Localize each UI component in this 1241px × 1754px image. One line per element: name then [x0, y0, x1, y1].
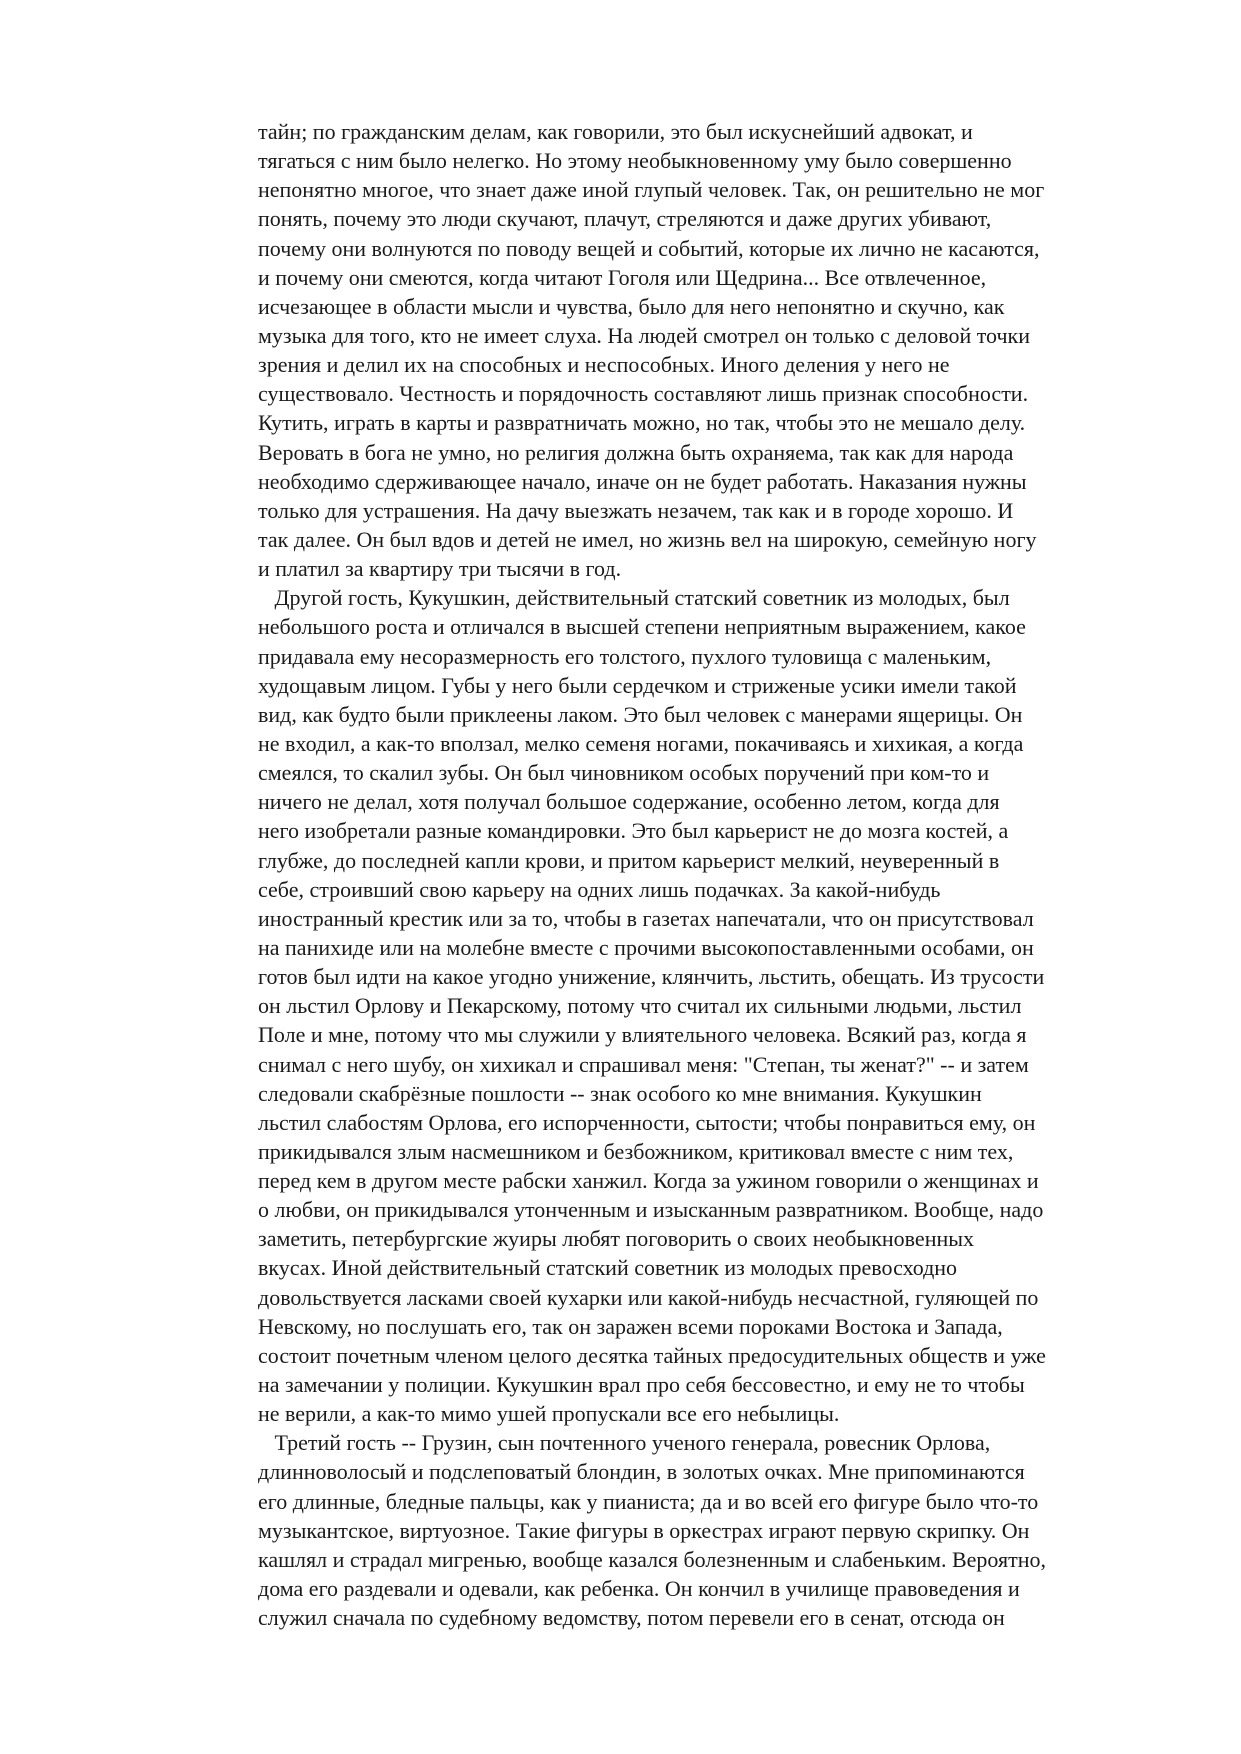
text-line: длинноволосый и подслеповатый блондин, в золотых очках. Мне припоминаются [258, 1459, 1025, 1485]
text-line: Кутить, играть в карты и развратничать можно, но так, чтобы это не мешало делу. [258, 410, 1026, 436]
text-line: придавала ему несоразмерность его толстого, пухлого туловища с маленьким, [258, 643, 992, 669]
text-line: так далее. Он был вдов и детей не имел, но жизнь вел на широкую, семейную ногу [258, 526, 1037, 552]
text-line: понять, почему это люди скучают, плачут, стреляются и даже других убивают, [258, 206, 992, 232]
text-line: Веровать в бога не умно, но религия должна быть охраняема, так как для народа [258, 439, 1014, 465]
text-line: прикидывался злым насмешником и безбожником, критиковал вместе с ним тех, [258, 1138, 1014, 1164]
text-line: него изобретали разные командировки. Это был карьерист не до мозга костей, а [258, 818, 1009, 844]
text-line: непонятно многое, что знает даже иной глупый человек. Так, он решительно не мог [258, 177, 1045, 203]
text-line: тайн; по гражданским делам, как говорили, это был искуснейший адвокат, и [258, 119, 973, 144]
text-line: он льстил Орлову и Пекарскому, потому что считал их сильными людьми, льстил [258, 993, 1022, 1019]
text-line: худощавым лицом. Губы у него были сердечком и стриженые усики имели такой [258, 672, 1017, 698]
text-line: Поле и мне, потому что мы служили у влиятельного человека. Всякий раз, когда я [258, 1022, 1027, 1048]
text-line: себе, строивший свою карьеру на одних лишь подачках. За какой-нибудь [258, 876, 941, 902]
text-line: вид, как будто были приклеены лаком. Это был человек с манерами ящерицы. Он [258, 701, 1023, 727]
text-line: готов был идти на какое угодно унижение, клянчить, льстить, обещать. Из трусости [258, 964, 1045, 990]
text-line: снимал с него шубу, он хихикал и спрашивал меня: "Степан, ты женат?" -- и затем [258, 1051, 1029, 1077]
text-line: не входил, а как-то вползал, мелко семеня ногами, покачиваясь и хихикая, а когда [258, 730, 1024, 756]
text-line: Другой гость, Кукушкин, действительный статский советник из молодых, был [258, 585, 1010, 611]
text-line: и платил за квартиру три тысячи в год. [258, 556, 622, 582]
text-line: кашлял и страдал мигренью, вообще казался болезненным и слабеньким. Вероятно, [258, 1546, 1047, 1572]
text-line: не верили, а как-то мимо ушей пропускали все его небылицы. [258, 1401, 840, 1427]
text-line: ничего не делал, хотя получал большое содержание, особенно летом, когда для [258, 789, 1000, 815]
text-line: музыка для того, кто не имеет слуха. На людей смотрел он только с деловой точки [258, 322, 1031, 348]
text-line: существовало. Честность и порядочность составляют лишь признак способности. [258, 381, 1029, 407]
text-line: Третий гость -- Грузин, сын почтенного ученого генерала, ровесник Орлова, [258, 1430, 991, 1456]
text-line: только для устрашения. На дачу выезжать незачем, так как и в городе хорошо. И [258, 497, 1014, 523]
text-line: дома его раздевали и одевали, как ребенка. Он кончил в училище правоведения и [258, 1576, 1020, 1602]
text-line: музыкантское, виртуозное. Такие фигуры в оркестрах играют первую скрипку. Он [258, 1517, 1030, 1543]
text-line: вкусах. Иной действительный статский советник из молодых превосходно [258, 1255, 958, 1281]
text-line: Невскому, но послушать его, так он заражен всеми пороками Востока и Запада, [258, 1313, 1003, 1339]
text-line: небольшого роста и отличался в высшей степени неприятным выражением, какое [258, 614, 1026, 640]
text-line: перед кем в другом месте рабски ханжил. Когда за ужином говорили о женщинах и [258, 1168, 1039, 1194]
text-line: иностранный крестик или за то, чтобы в газетах напечатали, что он присутствовал [258, 905, 1034, 931]
text-line: на панихиде или на молебне вместе с прочими высокопоставленными особами, он [258, 934, 1034, 960]
text-line: исчезающее в области мысли и чувства, было для него непонятно и скучно, как [258, 293, 1005, 319]
text-line: служил сначала по судебному ведомству, потом перевели его в сенат, отсюда он [258, 1605, 1005, 1631]
text-line: льстил слабостям Орлова, его испорченности, сытости; чтобы понравиться ему, он [258, 1109, 1036, 1135]
text-line: на замечании у полиции. Кукушкин врал про себя бессовестно, и ему не то чтобы [258, 1372, 1025, 1398]
text-line: зрения и делил их на способных и неспособных. Иного деления у него не [258, 352, 950, 378]
text-line: следовали скабрёзные пошлости -- знак особого ко мне внимания. Кукушкин [258, 1080, 982, 1106]
text-line: заметить, петербургские жуиры любят поговорить о своих необыкновенных [258, 1226, 975, 1252]
text-line: тягаться с ним было нелегко. Но этому необыкновенному уму было совершенно [258, 148, 1012, 174]
text-line: его длинные, бледные пальцы, как у пианиста; да и во всей его фигуре было что-то [258, 1488, 1039, 1514]
text-line: почему они волнуются по поводу вещей и событий, которые их лично не касаются, [258, 235, 1040, 261]
text-line: и почему они смеются, когда читают Гоголя или Щедрина... Все отвлеченное, [258, 264, 987, 290]
text-line: состоит почетным членом целого десятка тайных предосудительных обществ и уже [258, 1342, 1046, 1368]
text-line: смеялся, то скалил зубы. Он был чиновником особых поручений при ком-то и [258, 760, 990, 786]
text-line: глубже, до последней капли крови, и притом карьерист мелкий, неуверенный в [258, 847, 1000, 873]
text-line: необходимо сдерживающее начало, иначе он не будет работать. Наказания нужны [258, 468, 1027, 494]
body-text [258, 117, 1158, 1632]
text-line: довольствуется ласками своей кухарки или какой-нибудь несчастной, гуляющей по [258, 1284, 1039, 1310]
text-line: о любви, он прикидывался утонченным и изысканным развратником. Вообще, надо [258, 1197, 1044, 1223]
